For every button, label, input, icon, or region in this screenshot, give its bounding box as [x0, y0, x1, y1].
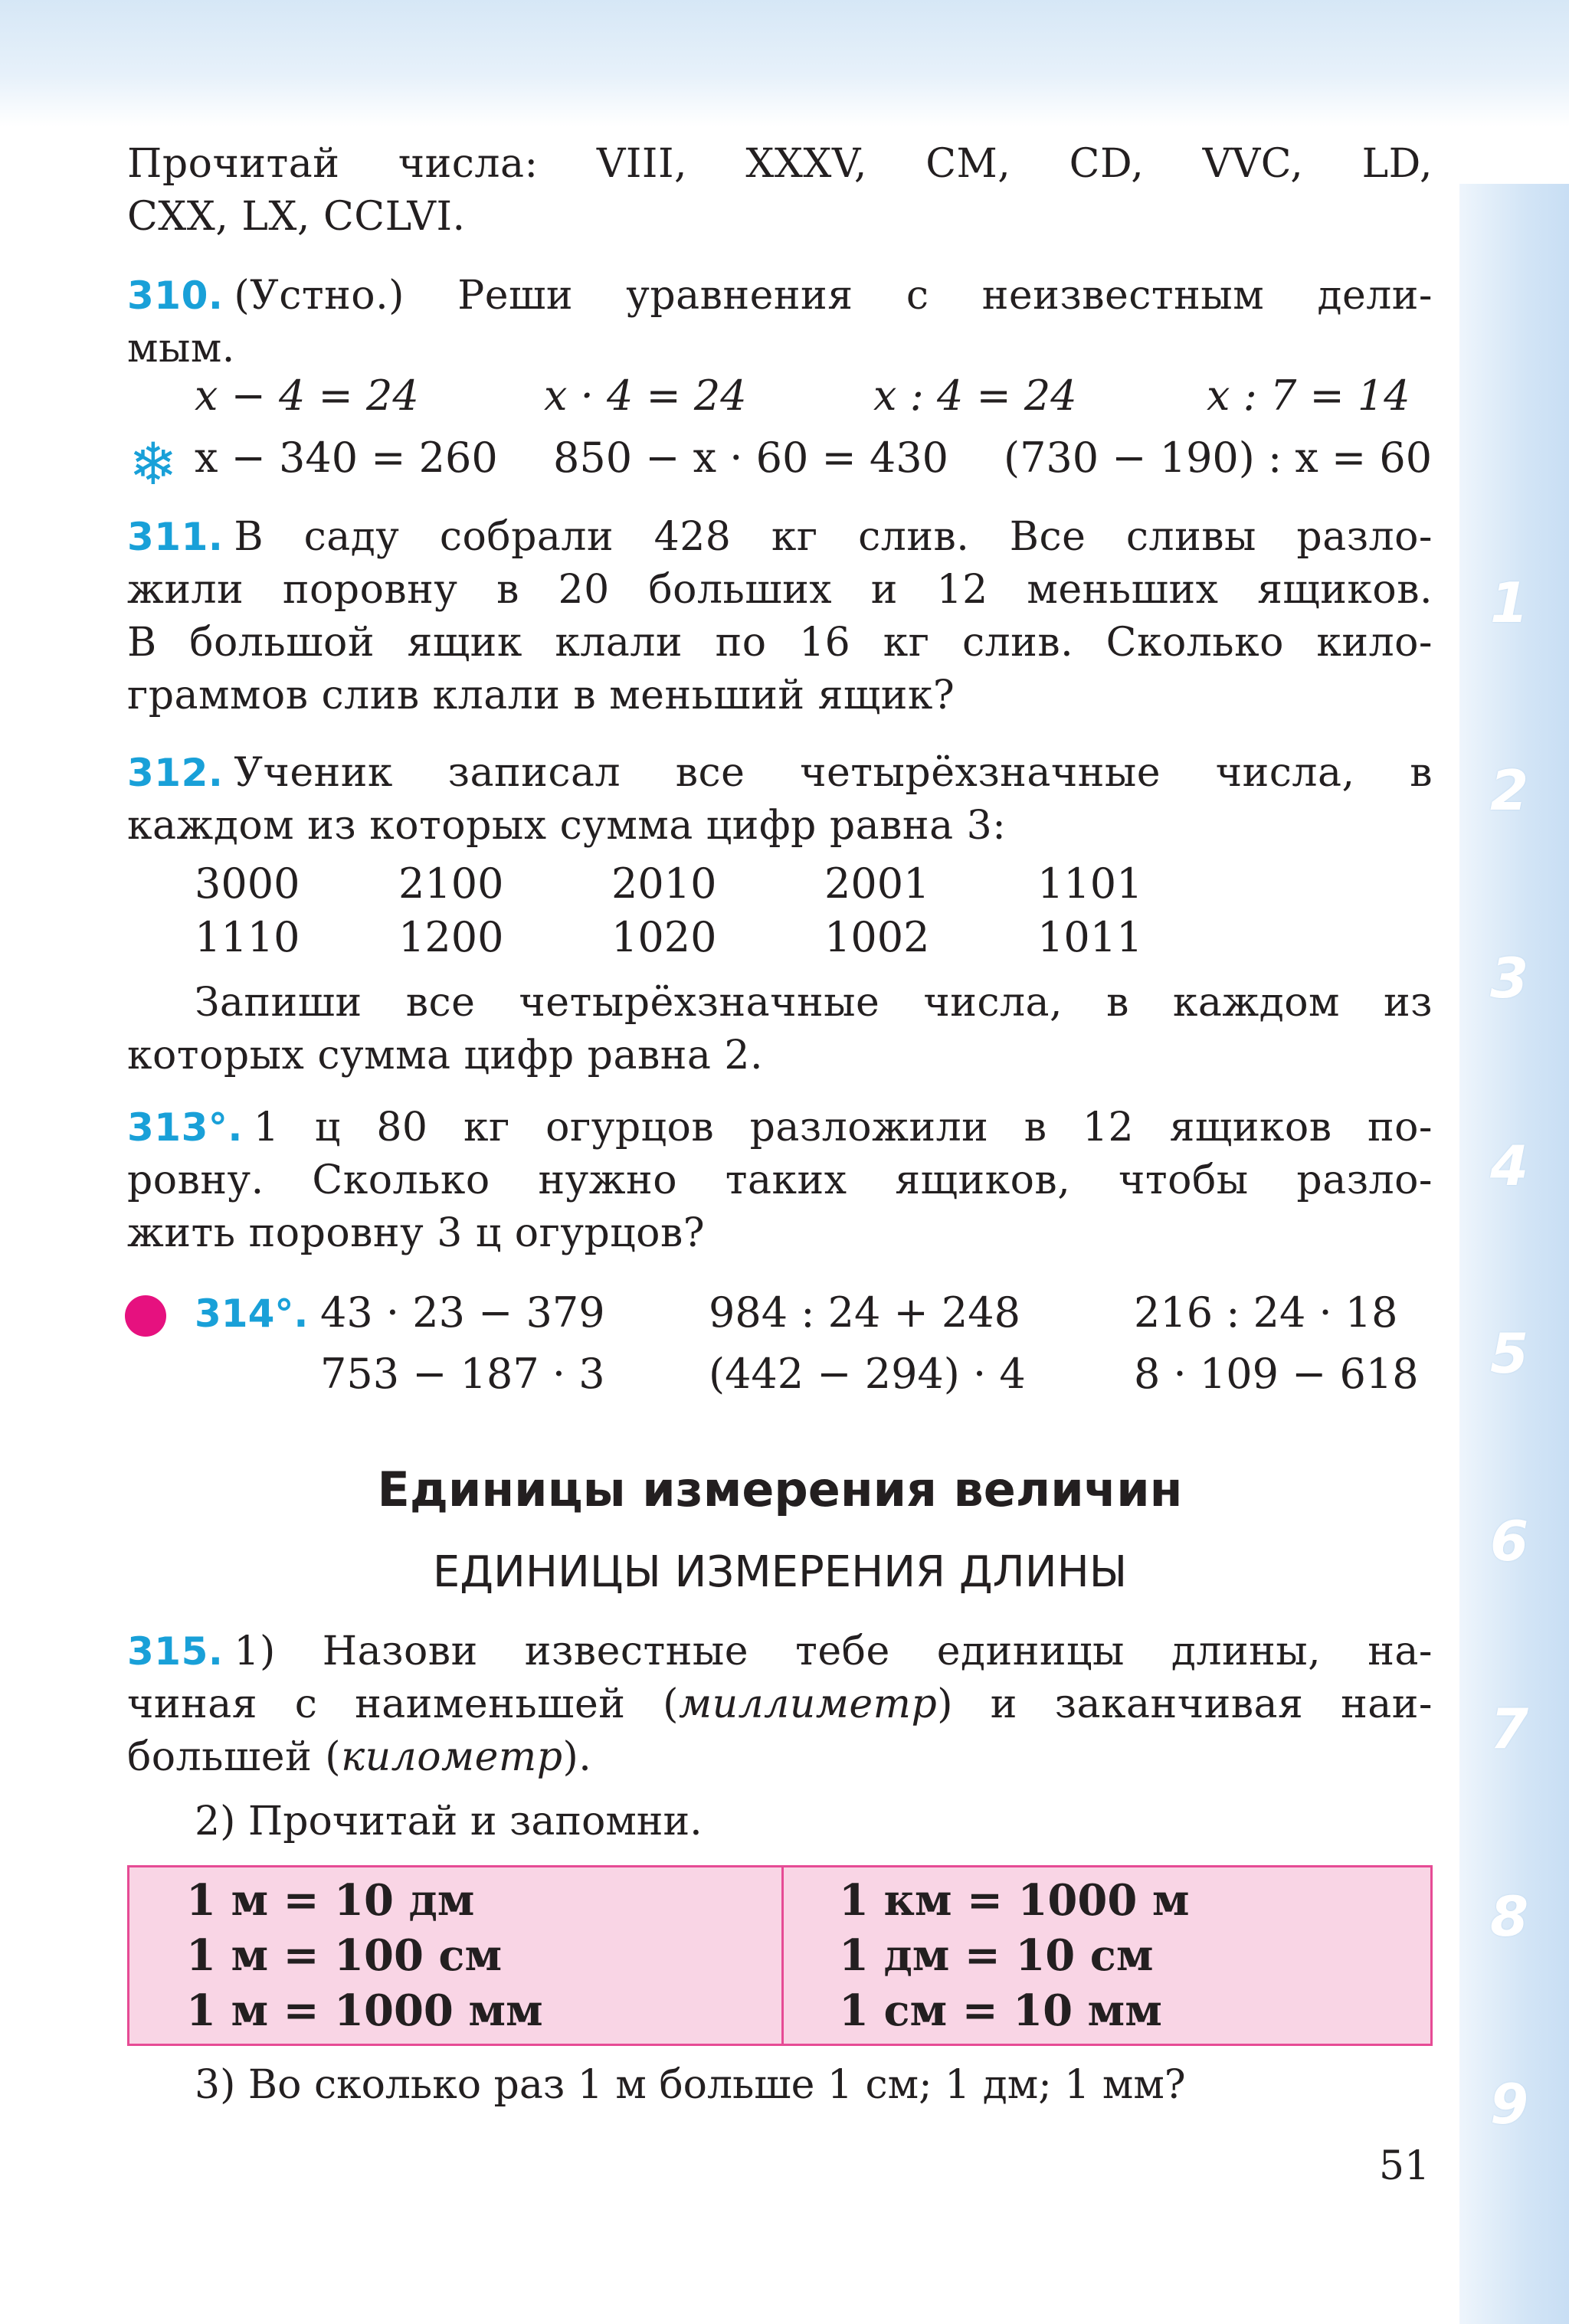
text-fragment: ) и заканчивая наи- — [937, 1681, 1433, 1727]
task-311-line-2: жили поровну в 20 больших и 12 меньших ящиков. — [127, 567, 1433, 613]
text-fragment: чиная с наименьшей ( — [127, 1681, 679, 1727]
number-cell: 1011 — [1037, 913, 1143, 961]
task-315-line-2 — [127, 1678, 1433, 1731]
task-315-line-4: 2) Прочитай и запомни. — [195, 1799, 703, 1844]
task-310-line-1 — [127, 270, 1433, 322]
task-312 — [127, 747, 1433, 853]
number-cell: 1110 — [195, 913, 300, 961]
number-cell: 1002 — [824, 913, 930, 961]
task-314-number — [195, 1288, 319, 1337]
side-tab-4: 4 — [1490, 1134, 1529, 1198]
task-310-line-2: мым. — [127, 326, 235, 372]
equation: x : 4 = 24 — [873, 372, 1077, 420]
task-312-after-line-1: Запиши все четырёхзначные числа, в каждом из — [195, 980, 1433, 1026]
units-box — [127, 1865, 1433, 2046]
task-315 — [127, 1625, 1433, 1784]
unit-fact: 1 см = 10 мм — [839, 1985, 1162, 2036]
unit-fact: 1 м = 100 см — [186, 1930, 503, 1981]
task-313-line-1 — [127, 1101, 1433, 1154]
side-tab-3: 3 — [1490, 946, 1529, 1010]
number-cell: 2010 — [611, 859, 717, 908]
number-cell: 1101 — [1037, 859, 1143, 908]
number-cell: 3000 — [195, 859, 300, 908]
task-313-line-3: жить поровну 3 ц огурцов? — [127, 1210, 706, 1256]
expression: 984 : 24 + 248 — [709, 1288, 1020, 1337]
task-number: 310. — [127, 273, 224, 318]
number-cell: 2100 — [398, 859, 504, 908]
side-tab-9: 9 — [1490, 2072, 1529, 2136]
task-number: 311. — [127, 515, 224, 559]
side-tab-1: 1 — [1490, 571, 1529, 635]
task-312-after-2 — [127, 1029, 1433, 1082]
task-311-text: В саду собрали 428 кг слив. Все сливы разло- — [234, 514, 1433, 560]
side-tab-2: 2 — [1490, 758, 1529, 823]
equation: x − 340 = 260 — [195, 434, 498, 482]
text-fragment: большей ( — [127, 1734, 342, 1780]
expression: 753 − 187 · 3 — [320, 1350, 605, 1398]
top-decor-band — [0, 0, 1569, 126]
task-315-line-1 — [127, 1625, 1433, 1678]
task-311-line-4: граммов слив клали в меньший ящик? — [127, 673, 955, 718]
number-cell: 2001 — [824, 859, 930, 908]
task-313-text: 1 ц 80 кг огурцов разложили в 12 ящиков по- — [253, 1105, 1433, 1151]
task-313-line-2: ровну. Сколько нужно таких ящиков, чтобы разло- — [127, 1157, 1433, 1203]
equation: x − 4 = 24 — [195, 372, 419, 420]
page-number: 51 — [1379, 2143, 1430, 2189]
equation: (730 − 190) : x = 60 — [1004, 434, 1433, 482]
task-312-text: Ученик записал все четырёхзначные числа, в — [234, 750, 1433, 796]
equation: 850 − x · 60 = 430 — [553, 434, 948, 482]
task-315-text: 1) Назови известные тебе единицы длины, на- — [234, 1628, 1433, 1674]
task-311-line-3: В большой ящик клали по 16 кг слив. Сколько кило- — [127, 620, 1433, 666]
pink-dot-icon — [125, 1295, 166, 1337]
term-millimeter: миллиметр — [678, 1681, 938, 1727]
task-312-after-line-2: которых сумма цифр равна 2. — [127, 1033, 764, 1079]
task-311-line-1 — [127, 511, 1433, 564]
unit-fact: 1 км = 1000 м — [839, 1875, 1190, 1926]
unit-fact: 1 дм = 10 см — [839, 1930, 1154, 1981]
text-fragment: ). — [562, 1734, 592, 1780]
intro-line-1: Прочитай числа: VIII, XXXV, CM, CD, VVC, LD, — [127, 141, 1433, 187]
section-subtitle: ЕДИНИЦЫ ИЗМЕРЕНИЯ ДЛИНЫ — [432, 1547, 1128, 1597]
number-cell: 1200 — [398, 913, 504, 961]
intro-block — [127, 138, 1433, 244]
side-chapter-band — [1459, 184, 1569, 2324]
side-tab-6: 6 — [1490, 1509, 1529, 1573]
task-315-line-3 — [127, 1731, 1433, 1784]
task-313 — [127, 1101, 1433, 1260]
equation: x · 4 = 24 — [544, 372, 747, 420]
unit-fact: 1 м = 1000 мм — [186, 1985, 543, 2036]
side-tab-7: 7 — [1490, 1697, 1529, 1761]
expression: (442 − 294) · 4 — [709, 1350, 1026, 1398]
task-315-line-5: 3) Во сколько раз 1 м больше 1 см; 1 дм; 1 мм? — [195, 2062, 1186, 2108]
expression: 216 : 24 · 18 — [1134, 1288, 1398, 1337]
expression: 8 · 109 − 618 — [1134, 1350, 1419, 1398]
side-tab-5: 5 — [1490, 1321, 1529, 1386]
task-312-line-1 — [127, 747, 1433, 800]
intro-line-2: CXX, LX, CCLVI. — [127, 194, 466, 240]
number-cell: 1020 — [611, 913, 717, 961]
task-312-line-2: каждом из которых сумма цифр равна 3: — [127, 803, 1007, 849]
unit-fact: 1 м = 10 дм — [186, 1875, 475, 1926]
task-number: 314°. — [195, 1291, 309, 1336]
task-310-text: (Устно.) Реши уравнения с неизвестным дели- — [234, 273, 1433, 319]
units-box-divider — [781, 1867, 784, 2044]
task-number: 312. — [127, 751, 224, 795]
snowflake-icon: ❄ — [129, 430, 178, 498]
task-number: 313°. — [127, 1105, 243, 1150]
task-311 — [127, 511, 1433, 722]
task-310 — [127, 270, 1433, 375]
task-312-after — [195, 977, 1433, 1029]
equation: x : 7 = 14 — [1207, 372, 1410, 420]
section-title: Единицы измерения величин — [377, 1462, 1183, 1517]
term-kilometer: километр — [341, 1734, 563, 1780]
task-number: 315. — [127, 1629, 224, 1674]
side-tab-8: 8 — [1490, 1884, 1529, 1949]
expression: 43 · 23 − 379 — [320, 1288, 605, 1337]
